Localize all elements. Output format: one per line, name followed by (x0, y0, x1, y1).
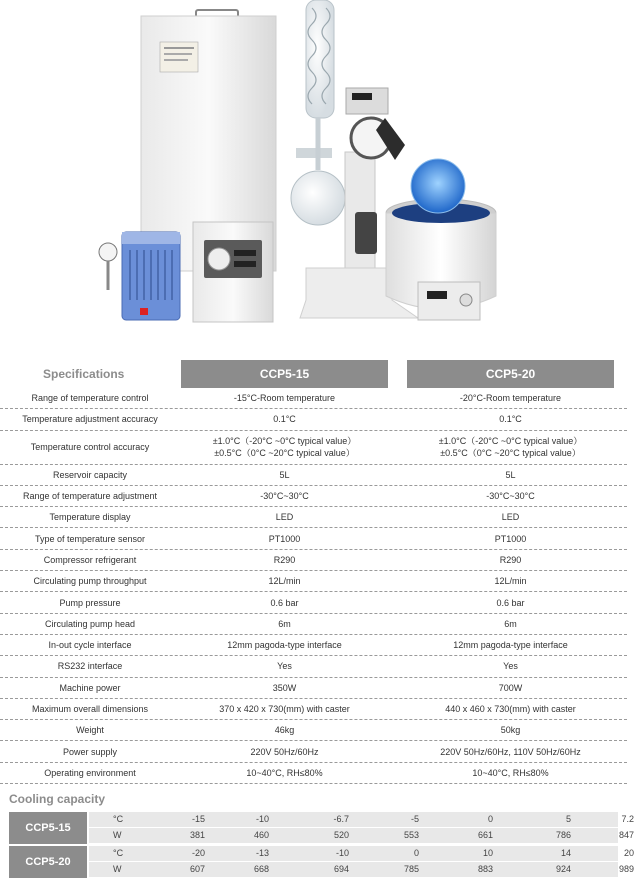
cooling-model-label: CCP5-20 (9, 846, 87, 878)
spec-label (0, 465, 180, 485)
spec-value-ccp5-15 (181, 528, 388, 548)
spec-row (0, 465, 627, 486)
spec-value-ccp5-15-text: 46kg (274, 725, 295, 736)
spec-value-ccp5-15 (181, 592, 388, 612)
cooling-temp-value: 5 (565, 814, 571, 824)
spec-value-ccp5-15 (181, 571, 388, 591)
spec-value-ccp5-15-text: 370 x 420 x 730(mm) with caster (219, 704, 350, 714)
spec-value-ccp5-20 (407, 528, 614, 548)
model-tab-ccp5-20: CCP5-20 (407, 360, 614, 388)
cooling-power-value: 661 (477, 830, 493, 840)
spec-row (0, 635, 627, 656)
spec-row (0, 699, 627, 720)
spec-label (0, 431, 180, 464)
spec-value-ccp5-20-text: 12L/min (494, 576, 527, 587)
cooling-temp-value: 0 (487, 814, 493, 824)
spec-label-text: Temperature adjustment accuracy (22, 414, 158, 425)
cooling-block (9, 812, 634, 844)
spec-label (0, 388, 180, 408)
cooling-block (9, 846, 634, 878)
cooling-power-unit: W (113, 830, 122, 840)
heating-bath (386, 159, 496, 320)
spec-label-text: Machine power (59, 682, 121, 693)
cooling-power-value: 786 (555, 830, 571, 840)
spec-value-ccp5-20-text: 50kg (500, 725, 521, 736)
cooling-temp-value: 0 (413, 848, 419, 858)
cooling-temp-value: 10 (482, 848, 493, 858)
spec-row (0, 720, 627, 741)
spec-label-text: Range of temperature adjustment (22, 491, 158, 502)
spec-heading: Specifications (43, 367, 125, 381)
spec-value-ccp5-20 (407, 741, 614, 761)
spec-value-ccp5-20-text: 10~40°C, RH≤80% (472, 767, 549, 778)
spec-value-ccp5-15-text: LED (275, 512, 294, 523)
spec-label (0, 507, 180, 527)
cooling-temp-row (89, 846, 634, 861)
spec-value-ccp5-15-text: 0.1°C (273, 414, 296, 425)
spec-value-ccp5-15-text: 220V 50Hz/60Hz (250, 746, 319, 757)
spec-row (0, 741, 627, 762)
cooling-heading: Cooling capacity (9, 792, 106, 806)
spec-label (0, 678, 180, 698)
spec-value-ccp5-20-text: ±0.5°C（0°C ~20°C typical value） (440, 448, 581, 459)
spec-label (0, 699, 180, 719)
spec-value-ccp5-15-text: -15°C-Room temperature (233, 393, 336, 404)
cooling-power-value: 381 (189, 830, 205, 840)
cooling-power-value: 924 (555, 864, 571, 874)
spec-value-ccp5-20 (407, 550, 614, 570)
cooling-temp-value: -10 (255, 814, 269, 824)
spec-value-ccp5-20-text: 0.6 bar (496, 597, 525, 608)
cooling-power-value: 785 (403, 864, 419, 874)
spec-value-ccp5-15-text: Yes (277, 661, 292, 672)
spec-label-text: Operating environment (44, 767, 136, 778)
spec-label-text: Circulating pump head (44, 618, 136, 629)
spec-value-ccp5-20 (407, 635, 614, 655)
spec-value-ccp5-20-text: 0.1°C (499, 414, 522, 425)
spec-value-ccp5-15-text: 6m (278, 618, 291, 629)
spec-row (0, 507, 627, 528)
spec-label (0, 614, 180, 634)
cooling-temp-row (89, 812, 634, 827)
cooling-temp-value: -20 (191, 848, 205, 858)
spec-value-ccp5-15-text: 12L/min (268, 576, 301, 587)
cooling-power-unit: W (113, 864, 122, 874)
spec-label-text: Type of temperature sensor (34, 533, 146, 544)
spec-value-ccp5-20 (407, 614, 614, 634)
spec-value-ccp5-15 (181, 465, 388, 485)
spec-value-ccp5-20 (407, 486, 614, 506)
spec-label-text: Power supply (62, 746, 118, 757)
spec-label-text: Maximum overall dimensions (31, 704, 149, 714)
spec-value-ccp5-15-text: 0.6 bar (270, 597, 299, 608)
spec-row (0, 678, 627, 699)
product-photo (0, 0, 627, 352)
cooling-power-value: 989 (618, 864, 634, 874)
spec-value-ccp5-20-text: ±1.0°C（-20°C ~0°C typical value） (438, 436, 583, 447)
cooling-power-value: 694 (333, 864, 349, 874)
spec-label (0, 528, 180, 548)
spec-value-ccp5-20-text: 12mm pagoda-type interface (453, 640, 568, 651)
spec-label (0, 409, 180, 429)
cooling-temp-value: 7.2 (621, 814, 634, 824)
spec-value-ccp5-20-text: -20°C-Room temperature (459, 393, 562, 404)
spec-label-text: Temperature display (49, 512, 131, 523)
spec-value-ccp5-15 (181, 388, 388, 408)
spec-value-ccp5-20-text: 220V 50Hz/60Hz, 110V 50Hz/60Hz (440, 746, 581, 757)
cooling-power-row (89, 828, 634, 843)
spec-value-ccp5-15-text: 10~40°C, RH≤80% (246, 767, 323, 778)
cooling-temp-value: -13 (255, 848, 269, 858)
model-tab-ccp5-15: CCP5-15 (181, 360, 388, 388)
cooling-power-value: 553 (403, 830, 419, 840)
spec-row (0, 763, 627, 784)
spec-value-ccp5-20-text: -30°C~30°C (486, 491, 535, 502)
spec-value-ccp5-15-text: -30°C~30°C (260, 491, 309, 502)
spec-row (0, 550, 627, 571)
spec-value-ccp5-20-text: 5L (505, 469, 516, 480)
spec-value-ccp5-20-text: PT1000 (494, 533, 527, 544)
spec-value-ccp5-20 (407, 388, 614, 408)
spec-label (0, 656, 180, 676)
spec-label-text: RS232 interface (57, 661, 123, 672)
spec-value-ccp5-20 (407, 431, 614, 464)
cooling-temp-value: 20 (623, 848, 634, 858)
cooling-model-label: CCP5-15 (9, 812, 87, 844)
spec-row (0, 528, 627, 549)
spec-value-ccp5-20 (407, 571, 614, 591)
spec-value-ccp5-15 (181, 486, 388, 506)
cooling-power-value: 460 (253, 830, 269, 840)
spec-label (0, 486, 180, 506)
spec-value-ccp5-15 (181, 741, 388, 761)
spec-value-ccp5-15 (181, 699, 388, 719)
spec-label-text: Pump pressure (59, 597, 121, 608)
spec-row (0, 431, 627, 465)
spec-value-ccp5-15 (181, 550, 388, 570)
spec-label-text: Compressor refrigerant (43, 554, 137, 565)
spec-label-text: Circulating pump throughput (33, 576, 147, 587)
spec-value-ccp5-15-text: 350W (272, 682, 297, 693)
spec-row (0, 614, 627, 635)
spec-value-ccp5-20 (407, 678, 614, 698)
spec-value-ccp5-20-text: 440 x 460 x 730(mm) with caster (445, 704, 576, 714)
spec-value-ccp5-15 (181, 409, 388, 429)
cooling-temp-value: -10 (335, 848, 349, 858)
spec-value-ccp5-15-text: ±1.0°C（-20°C ~0°C typical value） (212, 436, 357, 447)
spec-label-text: Weight (76, 725, 104, 736)
spec-value-ccp5-15-text: 5L (279, 469, 290, 480)
spec-label-text: Reservoir capacity (52, 469, 128, 480)
spec-value-ccp5-20 (407, 507, 614, 527)
spec-row (0, 388, 627, 409)
cooling-temp-value: -15 (191, 814, 205, 824)
cooling-temp-unit: °C (113, 848, 124, 858)
cooling-power-value: 883 (477, 864, 493, 874)
spec-value-ccp5-15 (181, 720, 388, 740)
spec-label (0, 635, 180, 655)
spec-value-ccp5-20 (407, 592, 614, 612)
cooling-power-value: 520 (333, 830, 349, 840)
controller-unit (193, 222, 273, 322)
cooling-temp-value: -5 (410, 814, 419, 824)
spec-value-ccp5-15 (181, 678, 388, 698)
cooling-power-value: 668 (253, 864, 269, 874)
spec-value-ccp5-20-text: LED (501, 512, 520, 523)
spec-value-ccp5-15-text: ±0.5°C（0°C ~20°C typical value） (214, 448, 355, 459)
spec-row (0, 656, 627, 677)
spec-label (0, 763, 180, 783)
spec-value-ccp5-20 (407, 699, 614, 719)
cooling-table (9, 812, 634, 880)
spec-value-ccp5-15-text: PT1000 (268, 533, 301, 544)
spec-value-ccp5-20 (407, 465, 614, 485)
spec-label (0, 550, 180, 570)
cooling-power-value: 847 (618, 830, 634, 840)
spec-label (0, 592, 180, 612)
vacuum-pump (99, 232, 180, 320)
spec-label-text: In-out cycle interface (48, 640, 132, 651)
spec-value-ccp5-15 (181, 763, 388, 783)
spec-value-ccp5-20-text: 700W (498, 682, 523, 693)
cooling-temp-value: 14 (560, 848, 571, 858)
spec-table (0, 388, 627, 784)
spec-row (0, 592, 627, 613)
spec-row (0, 486, 627, 507)
cooling-power-row (89, 862, 634, 877)
spec-label (0, 571, 180, 591)
spec-row (0, 571, 627, 592)
spec-value-ccp5-20 (407, 656, 614, 676)
spec-value-ccp5-15-text: R290 (273, 554, 296, 565)
spec-value-ccp5-15 (181, 431, 388, 464)
spec-value-ccp5-20 (407, 763, 614, 783)
spec-label-text: Temperature control accuracy (30, 442, 150, 453)
spec-value-ccp5-20 (407, 409, 614, 429)
spec-value-ccp5-15 (181, 635, 388, 655)
spec-label (0, 741, 180, 761)
spec-label-text: Range of temperature control (31, 393, 149, 404)
spec-value-ccp5-20 (407, 720, 614, 740)
spec-value-ccp5-15 (181, 614, 388, 634)
spec-value-ccp5-15 (181, 507, 388, 527)
spec-value-ccp5-15 (181, 656, 388, 676)
spec-row (0, 409, 627, 430)
cooling-temp-unit: °C (113, 814, 124, 824)
spec-header (0, 360, 627, 388)
cooling-temp-value: -6.7 (333, 814, 349, 824)
spec-value-ccp5-20-text: 6m (504, 618, 517, 629)
spec-value-ccp5-20-text: R290 (499, 554, 522, 565)
spec-value-ccp5-20-text: Yes (503, 661, 518, 672)
spec-value-ccp5-15-text: 12mm pagoda-type interface (227, 640, 342, 651)
cooling-power-value: 607 (189, 864, 205, 874)
spec-label (0, 720, 180, 740)
